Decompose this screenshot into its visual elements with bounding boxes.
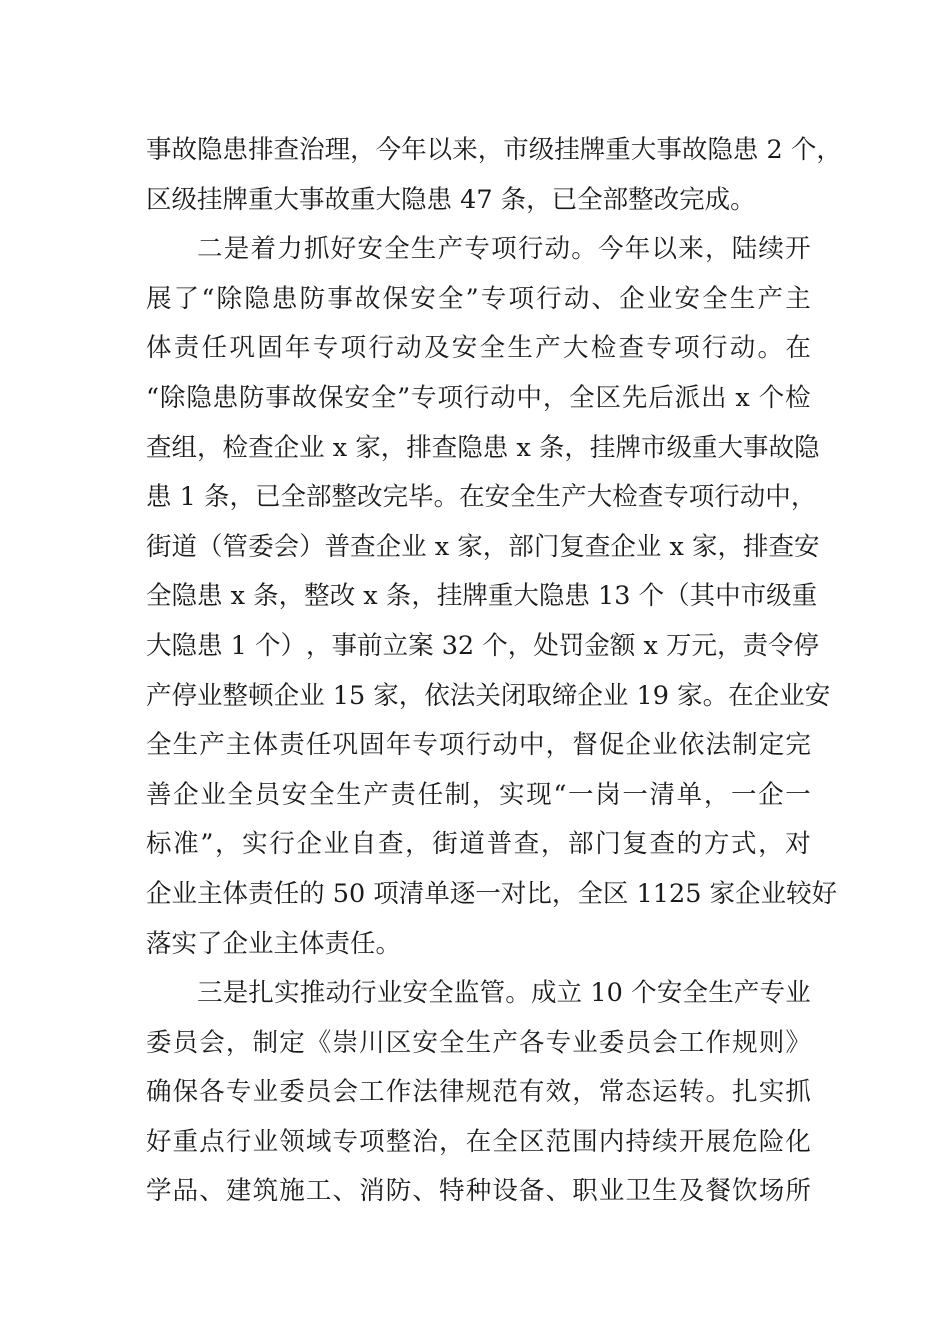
text-line: 产 停 业 整 顿 企 业 15 家 ， 依 法 关 闭 取 缔 企 业 19 家 。 在 企 业 安 <box>146 680 831 711</box>
text-line: 事 故 隐 患 排 查 治 理 ， 今 年 以 来 ， 市 级 挂 牌 重 大 事 故 隐 患 2 个 ， <box>146 135 842 165</box>
text-line: 学 品 、 建 筑 施 工 、 消 防 、 特 种 设 备 、 职 业 卫 生 及 餐 饮 场 所 <box>146 1176 811 1207</box>
text-line: 企 业 主 体 责 任 的 50 项 清 单 逐 一 对 比 ， 全 区 1125 家 企 业 较 好 <box>146 878 838 909</box>
text-line: 患 1 条 ， 已 全 部 整 改 完 毕 。 在 安 全 生 产 大 检 查 专 项 行 动 中 ， <box>146 482 817 513</box>
document-body <box>146 126 842 1217</box>
text-line: 标 准 ” ， 实 行 企 业 自 查 ， 街 道 普 查 ， 部 门 复 查 的 方 式 ， 对 <box>146 829 811 860</box>
paragraph-3 <box>146 969 811 1217</box>
paragraph-1 <box>146 126 842 225</box>
text-line: 三 是 扎 实 推 动 行 业 安 全 监 管 。 成 立 10 个 安 全 生 产 专 业 <box>197 978 811 1009</box>
text-line: 善 企 业 全 员 安 全 生 产 责 任 制 ， 实 现 “ 一 岗 一 清 单 ， 一 企 一 <box>146 779 811 810</box>
text-line: “ 除 隐 患 防 事 故 保 安 全 ” 专 项 行 动 中 ， 全 区 先 后 派 出 x 个 检 <box>146 382 811 413</box>
text-line: 区级挂牌重大事故重大隐患 47 条，已全部整改完成。 <box>146 184 756 215</box>
text-line: 二 是 着 力 抓 好 安 全 生 产 专 项 行 动 。 今 年 以 来 ， 陆 续 开 <box>197 234 811 265</box>
text-line: 好 重 点 行 业 领 域 专 项 整 治 ， 在 全 区 范 围 内 持 续 开 展 危 险 化 <box>146 1126 811 1157</box>
text-line: 查 组 ， 检 查 企 业 x 家 ， 排 查 隐 患 x 条 ， 挂 牌 市 级 重 大 事 故 隐 <box>146 432 820 463</box>
text-line: 展 了 “ 除 隐 患 防 事 故 保 安 全 ” 专 项 行 动 、 企 业 安 全 生 产 主 <box>146 283 811 314</box>
text-line: 全 生 产 主 体 责 任 巩 固 年 专 项 行 动 中 ， 督 促 企 业 依 法 制 定 完 <box>146 730 811 761</box>
text-line: 全 隐 患 x 条 ， 整 改 x 条 ， 挂 牌 重 大 隐 患 13 个 （ 其 中 市 级 重 <box>146 581 818 612</box>
paragraph-2 <box>146 225 838 969</box>
text-line: 大 隐 患 1 个 ） ， 事 前 立 案 32 个 ， 处 罚 金 额 x 万 元 ， 责 令 停 <box>146 630 820 661</box>
text-line: 街 道 （ 管 委 会 ） 普 查 企 业 x 家 ， 部 门 复 查 企 业 x 家 ， 排 查 安 <box>146 531 820 562</box>
text-line: 体 责 任 巩 固 年 专 项 行 动 及 安 全 生 产 大 检 查 专 项 行 动 。 在 <box>146 333 811 364</box>
text-line: 委 员 会 ， 制 定 《 崇 川 区 安 全 生 产 各 专 业 委 员 会 工 作 规 则 》 <box>146 1027 811 1058</box>
text-line: 确 保 各 专 业 委 员 会 工 作 法 律 规 范 有 效 ， 常 态 运 转 。 扎 实 抓 <box>146 1077 811 1108</box>
text-line: 落实了企业主体责任。 <box>146 928 402 959</box>
